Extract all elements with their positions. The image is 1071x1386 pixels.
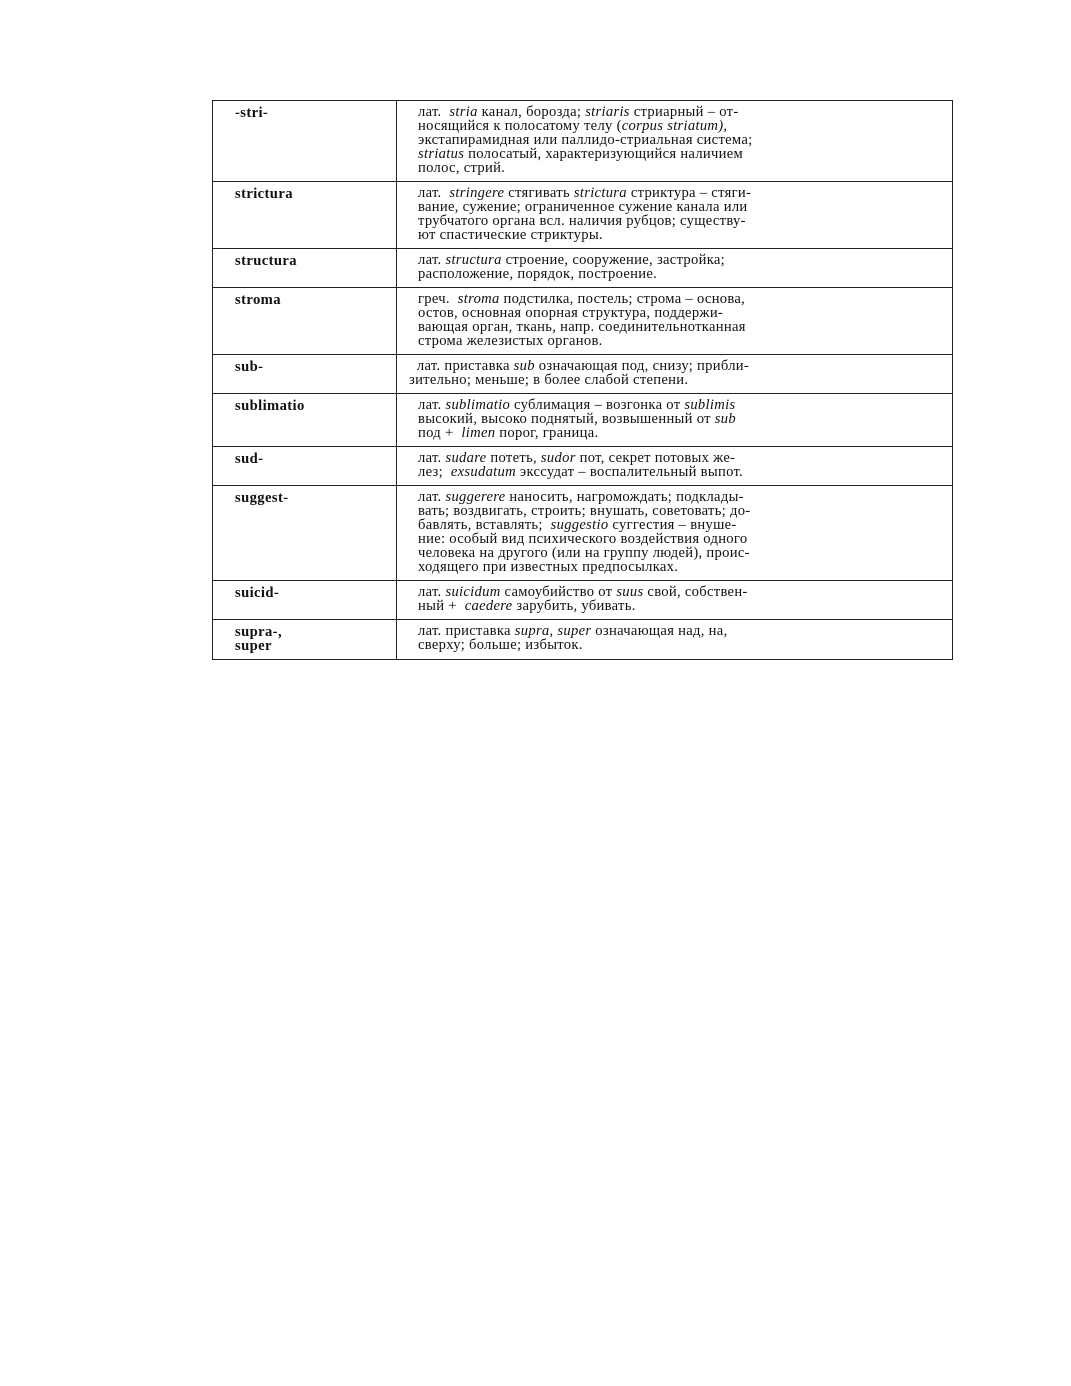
definition-line [418, 105, 934, 119]
table-row [213, 101, 953, 182]
definition-line [418, 320, 934, 334]
latin-term: suggerere [445, 489, 506, 505]
latin-term: suicidum [445, 584, 501, 600]
definition-text: лат. [418, 489, 446, 505]
table-row [213, 581, 953, 620]
definition-text: лат. [418, 397, 446, 413]
definition-text: зительно; меньше; в более слабой степени. [409, 372, 689, 388]
table-row [213, 620, 953, 660]
table-row [213, 486, 953, 581]
definition-line [418, 119, 934, 133]
definition-line [418, 546, 934, 560]
definition-text: означающая под, снизу; прибли- [534, 358, 750, 374]
glossary-table [212, 100, 953, 660]
definition-text: лат. [418, 584, 446, 600]
definition-line [418, 599, 934, 613]
definition-text: зарубить, убивать. [512, 598, 636, 614]
definition-line [418, 638, 934, 652]
definition-text: лат. приставка [409, 358, 514, 374]
definition-cell [397, 288, 953, 355]
definition-text: свой, собствен- [643, 584, 748, 600]
latin-term: sublimis [684, 397, 736, 413]
definition-text: сублимация – возгонка от [510, 397, 685, 413]
latin-term: suggestio [550, 517, 609, 533]
term-cell [213, 581, 397, 620]
definition-text: лат. [418, 450, 446, 466]
definition-line [418, 412, 934, 426]
definition-line [418, 200, 934, 214]
definition-text: означающая над, на, [591, 623, 728, 639]
definition-text: под + [418, 425, 462, 441]
definition-cell [397, 486, 953, 581]
term-label: -stri- [235, 105, 269, 121]
definition-text: лез; [418, 464, 451, 480]
definition-line [418, 560, 934, 574]
definition-text: ный + [418, 598, 465, 614]
definition-cell [397, 182, 953, 249]
definition-text: вание, сужение; ограниченное сужение канала или [418, 199, 748, 215]
table-row [213, 394, 953, 447]
definition-line [418, 147, 934, 161]
definition-line [418, 465, 934, 479]
definition-line [409, 359, 934, 373]
definition-text: стягивать [504, 185, 574, 201]
definition-cell [397, 620, 953, 660]
definition-line [418, 214, 934, 228]
definition-line [418, 253, 934, 267]
table-row [213, 288, 953, 355]
definition-text: строма железистых органов. [418, 333, 603, 349]
definition-text: греч. [418, 291, 458, 307]
term-cell [213, 620, 397, 660]
latin-term: sub [513, 358, 535, 374]
latin-term: striaris [585, 104, 630, 120]
definition-line [418, 186, 934, 200]
table-row [213, 249, 953, 288]
definition-text: стриктура – стяги- [626, 185, 752, 201]
definition-line [418, 334, 934, 348]
definition-text: суггестия – внуше- [608, 517, 737, 533]
definition-text: потеть, [486, 450, 541, 466]
definition-cell [397, 249, 953, 288]
definition-text: экстапирамидная или паллидо-стриальная система; [418, 132, 753, 148]
latin-term: sudare [445, 450, 487, 466]
term-cell [213, 249, 397, 288]
definition-text: порог, граница. [495, 425, 599, 441]
definition-cell [397, 101, 953, 182]
definition-text: полос, стрий. [418, 160, 506, 176]
definition-cell [397, 355, 953, 394]
definition-line [418, 451, 934, 465]
term-cell [213, 355, 397, 394]
term-label: strictura [235, 186, 293, 202]
definition-text: полосатый, характеризующийся наличием [464, 146, 744, 162]
latin-term: strictura [573, 185, 627, 201]
definition-line [418, 306, 934, 320]
definition-text: ют спастические стриктуры. [418, 227, 603, 243]
latin-term: limen [461, 425, 496, 441]
latin-term: supra, super [514, 623, 592, 639]
definition-text: наносить, нагромождать; подклады- [505, 489, 744, 505]
term-cell [213, 288, 397, 355]
term-label: sud- [235, 451, 264, 467]
latin-term: sudor [540, 450, 576, 466]
term-cell [213, 447, 397, 486]
definition-text: пот, секрет потовых же- [575, 450, 736, 466]
definition-cell [397, 394, 953, 447]
definition-text: лат. [418, 104, 450, 120]
definition-text: бавлять, вставлять; [418, 517, 551, 533]
latin-term: stria [449, 104, 478, 120]
latin-term: stringere [449, 185, 505, 201]
definition-line [418, 161, 934, 175]
term-label: suicid- [235, 585, 280, 601]
latin-term: stroma [457, 291, 500, 307]
definition-line [418, 518, 934, 532]
definition-text: сверху; больше; избыток. [418, 637, 583, 653]
definition-text: лат. [418, 252, 446, 268]
term-label: sublimatio [235, 398, 305, 414]
definition-text: расположение, порядок, построение. [418, 266, 658, 282]
latin-term: corpus striatum), [621, 118, 728, 134]
definition-line [409, 373, 934, 387]
term-label: sub- [235, 359, 264, 375]
definition-line [418, 624, 934, 638]
definition-text: трубчатого органа всл. наличия рубцов; существу- [418, 213, 746, 229]
definition-text: самоубийство от [500, 584, 617, 600]
definition-text: ние: особый вид психического воздействия одного [418, 531, 748, 547]
definition-text: вать; воздвигать, строить; внушать, советовать; до- [418, 503, 751, 519]
definition-line [418, 228, 934, 242]
latin-term: striatus [418, 146, 465, 162]
latin-term: exsudatum [450, 464, 516, 480]
definition-text: вающая орган, ткань, напр. соединительнотканная [418, 319, 746, 335]
definition-text: экссудат – воспалительный выпот. [515, 464, 744, 480]
definition-text: носящийся к полосатому телу ( [418, 118, 622, 134]
definition-line [418, 133, 934, 147]
term-cell [213, 101, 397, 182]
definition-text: лат. приставка [418, 623, 515, 639]
latin-term: caedere [464, 598, 513, 614]
definition-line [418, 292, 934, 306]
table-row [213, 355, 953, 394]
term-cell [213, 182, 397, 249]
definition-line [418, 426, 934, 440]
term-label: stroma [235, 292, 281, 308]
definition-line [418, 585, 934, 599]
definition-line [418, 267, 934, 281]
definition-text: подстилка, постель; строма – основа, [499, 291, 746, 307]
term-cell [213, 486, 397, 581]
term-label: structura [235, 253, 297, 269]
definition-text: ходящего при известных предпосылках. [418, 559, 679, 575]
table-row [213, 447, 953, 486]
definition-text: высокий, высоко поднятый, возвышенный от [418, 411, 715, 427]
glossary-body [213, 101, 953, 660]
latin-term: structura [445, 252, 502, 268]
term-label: supra-, super [235, 624, 282, 654]
term-label: suggest- [235, 490, 289, 506]
definition-line [418, 504, 934, 518]
definition-line [418, 398, 934, 412]
definition-text: лат. [418, 185, 450, 201]
definition-line [418, 532, 934, 546]
table-row [213, 182, 953, 249]
definition-text: канал, борозда; [477, 104, 586, 120]
latin-term: sublimatio [445, 397, 511, 413]
term-cell [213, 394, 397, 447]
definition-text: человека на другого (или на группу людей), проис- [418, 545, 750, 561]
latin-term: sub [714, 411, 736, 427]
definition-cell [397, 447, 953, 486]
definition-text: стриарный – от- [629, 104, 739, 120]
definition-line [418, 490, 934, 504]
definition-text: строение, сооружение, застройка; [501, 252, 726, 268]
latin-term: suus [616, 584, 644, 600]
definition-cell [397, 581, 953, 620]
definition-text: остов, основная опорная структура, поддержи- [418, 305, 724, 321]
